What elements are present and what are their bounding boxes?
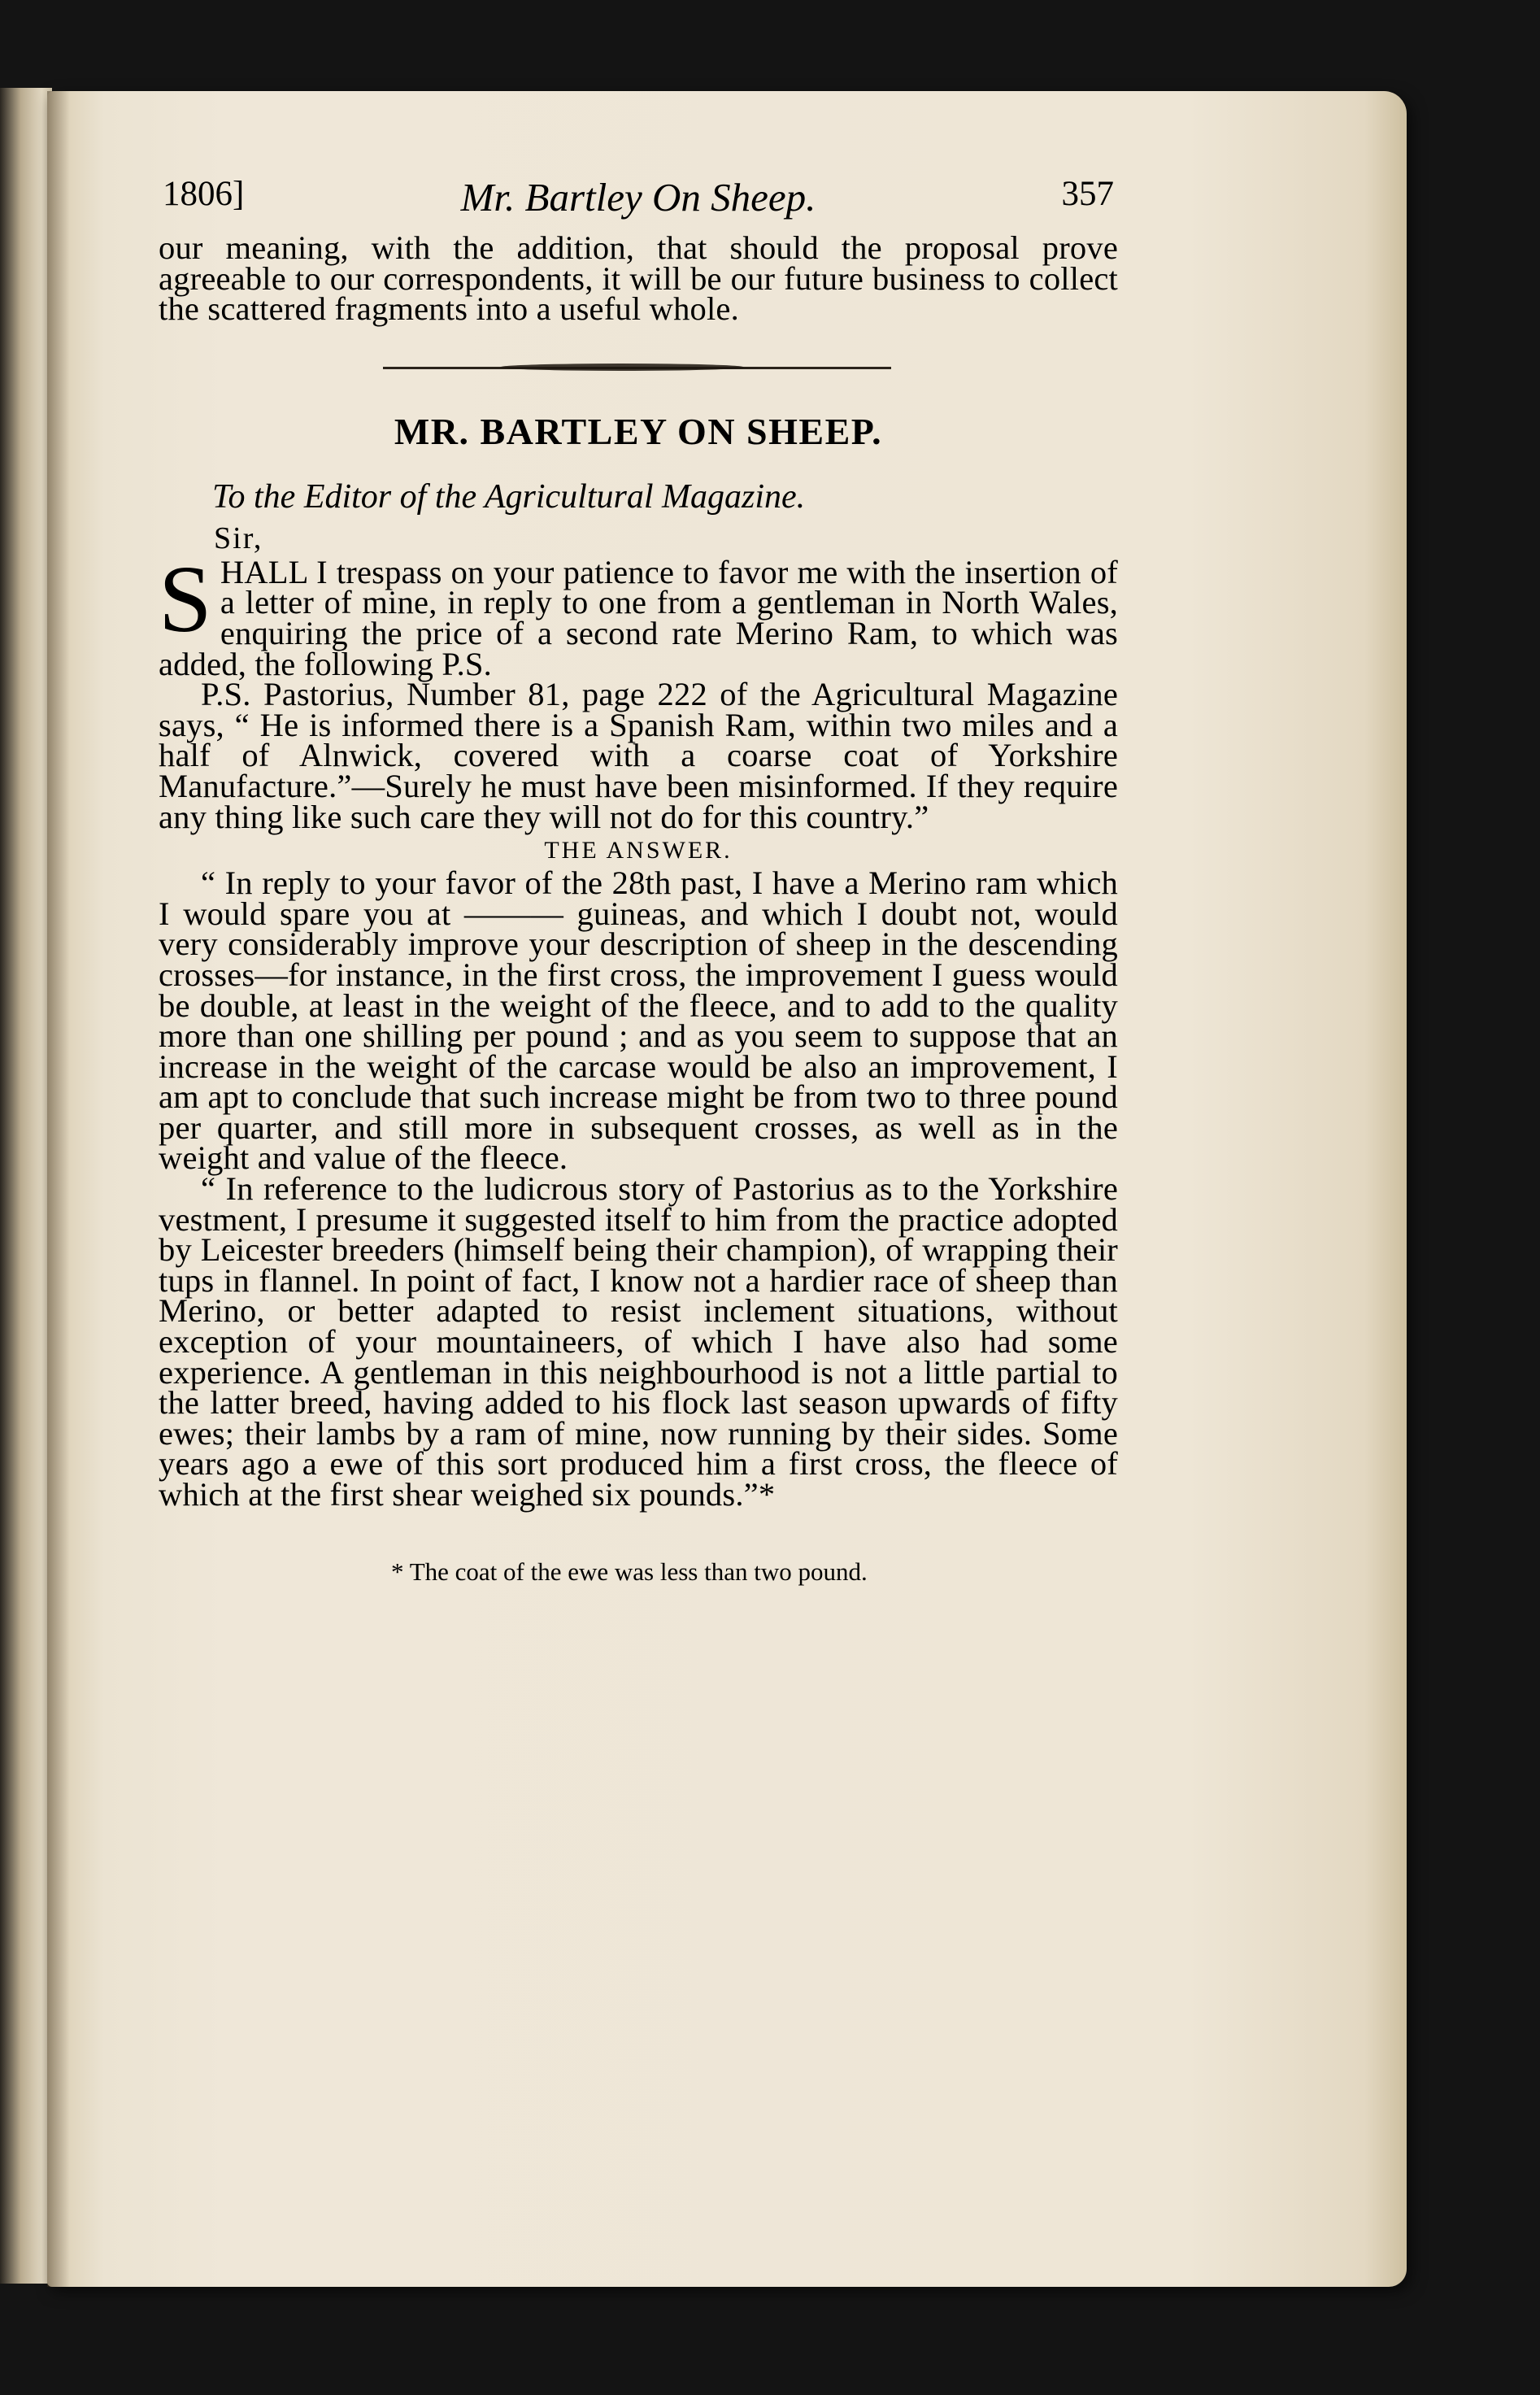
article-title: MR. BARTLEY ON SHEEP. <box>394 410 883 452</box>
header-year: 1806] <box>163 175 245 213</box>
page-number: 357 <box>1061 175 1114 213</box>
addressee-line: To the Editor of the Agricultural Magazine. <box>212 477 806 516</box>
salutation: Sir, <box>214 520 263 555</box>
drop-cap-letter: S <box>159 545 212 652</box>
intro-paragraph: our meaning, with the addition, that should the proposal prove agreeable to our correspondents, it will be our future business to collect the scattered fragments into a useful whole. <box>159 229 1118 328</box>
postscript-paragraph: P.S. Pastorius, Number 81, page 222 of the Agricultural Magazine says, “ He is informed there is a Spanish Ram, within two miles and a half of Alnwick, covered with a coarse coat of Yorkshire Manufacture.”—Surely he must have been misinformed. If they require any thing like such care they will not do for this country.” <box>159 676 1118 835</box>
section-divider <box>159 324 1118 410</box>
spine-shadow <box>47 91 70 2287</box>
answer-paragraph-1: “ In reply to your favor of the 28th past, I have a Merino ram which I would spare you at ——— guineas, and which I doubt not, would very considerably improve your description of sheep in the descending crosses—for instance, in the first cross, the improvement I guess would be double, at least in the weight of the fleece, and to add to the quality more than one shilling per pound ; and as you seem to suppose that an increase in the weight of the carcase would be also an improvement, I am apt to conclude that such increase might be from two to three pound per quarter, and still more in subsequent crosses, as well as in the weight and value of the fleece. <box>159 864 1118 1177</box>
opening-text: HALL I trespass on your patience to favor me with the insertion of a letter of mine, in reply to one from a gentleman in North Wales, enquiring the price of a second rate Merino Ram, to which was added, the following P.S. <box>159 553 1118 682</box>
left-page-edge <box>0 88 52 2284</box>
opening-paragraph <box>159 545 1118 682</box>
page-header <box>163 174 1114 223</box>
running-title: Mr. Bartley On Sheep. <box>460 175 816 220</box>
page-body <box>159 229 1118 1587</box>
footnote: * The coat of the ewe was less than two pound. <box>391 1557 868 1586</box>
answer-paragraph-2: “ In reference to the ludicrous story of Pastorius as to the Yorkshire vestment, I presume it suggested itself to him from the practice adopted by Leicester breeders (himself being their champion), of wrapping their tups in flannel. In point of fact, I know not a hardier race of sheep than Merino, or better adapted to resist inclement situations, without exception of your mountaineers, of which I have also had some experience. A gentleman in this neighbourhood is not a little partial to the latter breed, having added to his flock last season upwards of fifty ewes; their lambs by a ram of mine, now running by their sides. Some years ago a ewe of this sort produced him a first cross, the fleece of which at the first shear weighed six pounds.”* <box>159 1170 1118 1513</box>
divider-ornament <box>500 364 744 371</box>
answer-heading: THE ANSWER. <box>544 837 733 864</box>
